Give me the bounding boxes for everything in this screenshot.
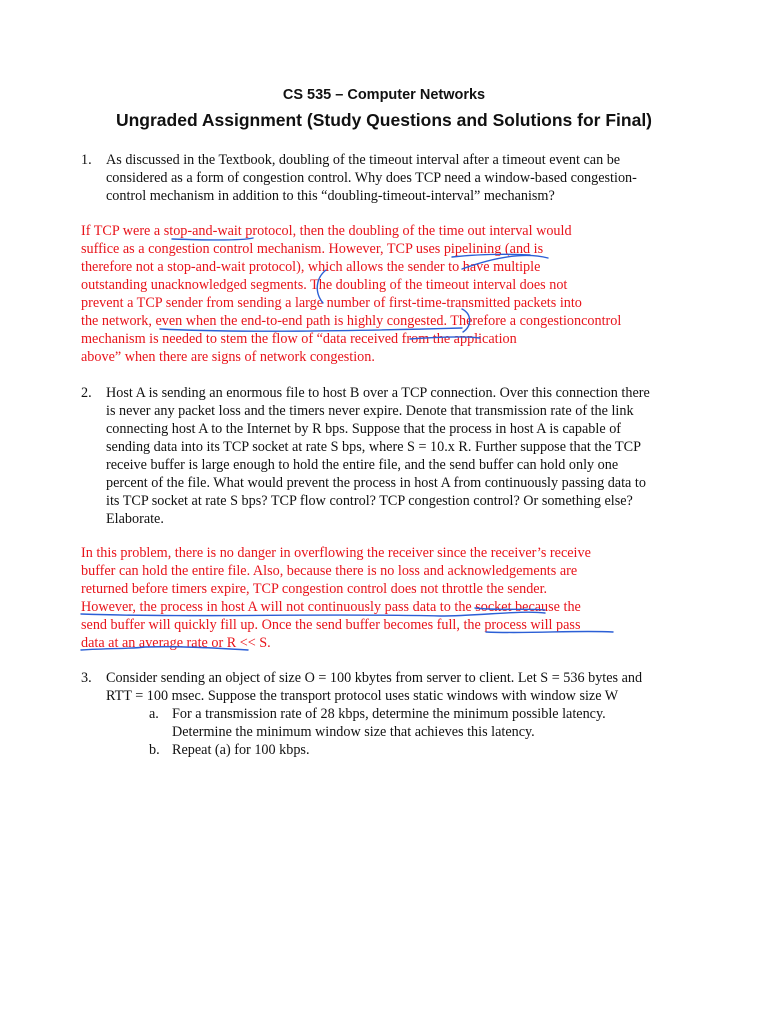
answer-line: suffice as a congestion control mechanism. However, TCP uses pipelining (and is [81,241,544,257]
question-line: sending data into its TCP socket at rate S bps, where S = 10.x R. Further suppose that the TCP [106,439,641,455]
answer-line: In this problem, there is no danger in overflowing the receiver since the receiver’s receive [81,545,591,561]
answer-line: However, the process in host A will not continuously pass data to the socket because the [81,599,581,615]
answer-line: above” when there are signs of network congestion. [81,349,375,365]
question-line: As discussed in the Textbook, doubling of the timeout interval after a timeout event can be [106,152,621,168]
question-line: RTT = 100 msec. Suppose the transport protocol uses static windows with window size W [106,688,619,704]
question-line: Consider sending an object of size O = 100 kbytes from server to client. Let S = 536 bytes and [106,670,643,686]
sub-question-label: b. [149,742,160,758]
answer-line: the network, even when the end-to-end path is highly congested. Therefore a congestioncontrol [81,313,622,329]
sub-question-line: Repeat (a) for 100 kbps. [172,742,310,758]
answer-line: data at an average rate or R << S. [81,635,271,651]
sub-question-line: For a transmission rate of 28 kbps, determine the minimum possible latency. [172,706,606,722]
question-number: 1. [81,152,92,168]
answer-line: outstanding unacknowledged segments. The doubling of the timeout interval does not [81,277,568,293]
answer-line: therefore not a stop-and-wait protocol), which allows the sender to have multiple [81,259,541,275]
question-line: receive buffer is large enough to hold the entire file, and the send buffer can hold only one [106,457,619,473]
assignment-title: Ungraded Assignment (Study Questions and Solutions for Final) [115,110,653,130]
question-line: control mechanism in addition to this “doubling-timeout-interval” mechanism? [106,188,555,204]
question-line: considered as a form of congestion control. Why does TCP need a window-based congestion- [106,170,637,186]
answer-line: mechanism is needed to stem the flow of “data received from the application [81,331,517,347]
question-line: its TCP socket at rate S bps? TCP flow control? TCP congestion control? Or something else? [106,493,633,509]
answer-line: If TCP were a stop-and-wait protocol, then the doubling of the time out interval would [81,223,572,239]
sub-question-label: a. [149,706,159,722]
question-line: Host A is sending an enormous file to host B over a TCP connection. Over this connection there [106,385,650,401]
answer-line: returned before timers expire, TCP congestion control does not throttle the sender. [81,581,548,597]
question-number: 2. [81,385,92,401]
question-line: is never any packet loss and the timers never expire. Denote that transmission rate of the link [106,403,634,419]
course-title: CS 535 – Computer Networks [282,87,486,103]
answer-line: send buffer will quickly fill up. Once the send buffer becomes full, the process will pass [81,617,581,633]
question-line: connecting host A to the Internet by R bps. Suppose that the process in host A is capable of [106,421,622,437]
question-line: Elaborate. [106,511,164,527]
answer-line: buffer can hold the entire file. Also, because there is no loss and acknowledgements are [81,563,578,579]
answer-line: prevent a TCP sender from sending a large number of first-time-transmitted packets into [81,295,582,311]
sub-question-line: Determine the minimum window size that achieves this latency. [172,724,535,740]
question-line: percent of the file. What would prevent the process in host A from continuously passing data to [106,475,646,491]
question-number: 3. [81,670,92,686]
